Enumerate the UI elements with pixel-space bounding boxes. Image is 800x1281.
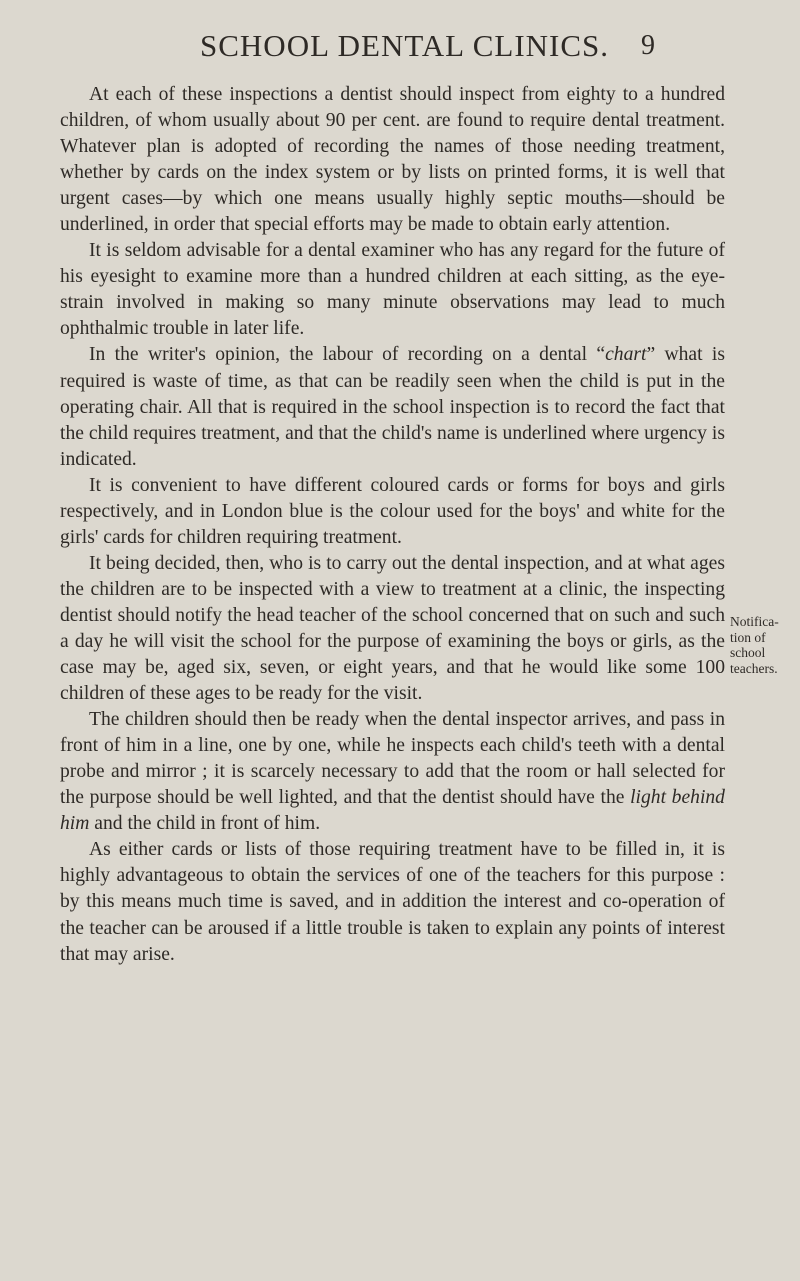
text-span: ” what is required is waste of time, as that can be readily seen when the child is put in the operating chair. All that is required in the school inspection is to record the fact that the child requires treatment, and that the child's name is underlined where urgency is indicated. [60,344,725,470]
page-header [0,28,800,68]
paragraph [60,342,725,472]
text-span: It is convenient to have different coloured cards or forms for boys and girls respectively, and in London blue is the colour used for the boys' and white for the girls' cards for children requiring treatment. [60,474,725,548]
marginal-note-line: tion of [730,629,766,645]
text-span: The children should then be ready when the dental inspector arrives, and pass in front of him in a line, one by one, while he inspects each child's teeth with a dental probe and mirror ; it is scarcely necessary to add that the room or hall selected for the purpose should be well lighted, and that the dentist should have the [60,709,725,809]
paragraph [60,707,725,837]
paragraph [60,837,725,967]
running-title: SCHOOL DENTAL CLINICS. [200,28,610,63]
marginal-note-line: school [730,645,766,660]
marginal-note [730,614,796,676]
page-number: 9 [641,30,655,61]
marginal-note-line: Notifica- [730,614,779,629]
italic-text: chart [605,344,647,366]
body-text [60,82,725,968]
text-span: and the child in front of him. [89,813,321,835]
text-span: In the writer's opinion, the labour of recording on a dental “ [89,344,606,366]
text-span: It is seldom advisable for a dental examiner who has any regard for the future of his eyesight to examine more than a hundred children at each sitting, as the eye-strain involved in making so many minute observations may lead to much ophthalmic trouble in later life. [60,240,725,340]
paragraph [60,473,725,551]
paragraph [60,82,725,238]
marginal-note-line: teachers. [730,660,778,676]
paragraph [60,551,725,707]
paragraph [60,238,725,342]
text-span: As either cards or lists of those requiring treatment have to be filled in, it is highly advantageous to obtain the services of one of the teachers for this purpose : by this means much time is saved, and in addition the interest and co-operation of the teacher can be aroused if a little trouble is taken to explain any points of interest that may arise. [60,839,725,965]
italic-text: light behind him [60,787,725,835]
text-span: It being decided, then, who is to carry out the dental inspection, and at what ages the children are to be inspected with a view to treatment at a clinic, the inspecting dentist should notify the head teacher of the school concerned that on such and such a day he will visit the school for the purpose of examining the boys or girls, as the case may be, aged six, seven, or eight years, and that he would like some 100 children of these ages to be ready for the visit. [60,552,725,705]
text-span: At each of these inspections a dentist should inspect from eighty to a hundred children, of whom usually about 90 per cent. are found to require dental treatment. Whatever plan is adopted of recording the names of those needing treatment, whether by cards on the index system or by lists on printed forms, it is well that urgent cases—by which one means usually highly septic mouths—should be underlined, in order that special efforts may be made to obtain early attention. [60,84,725,236]
